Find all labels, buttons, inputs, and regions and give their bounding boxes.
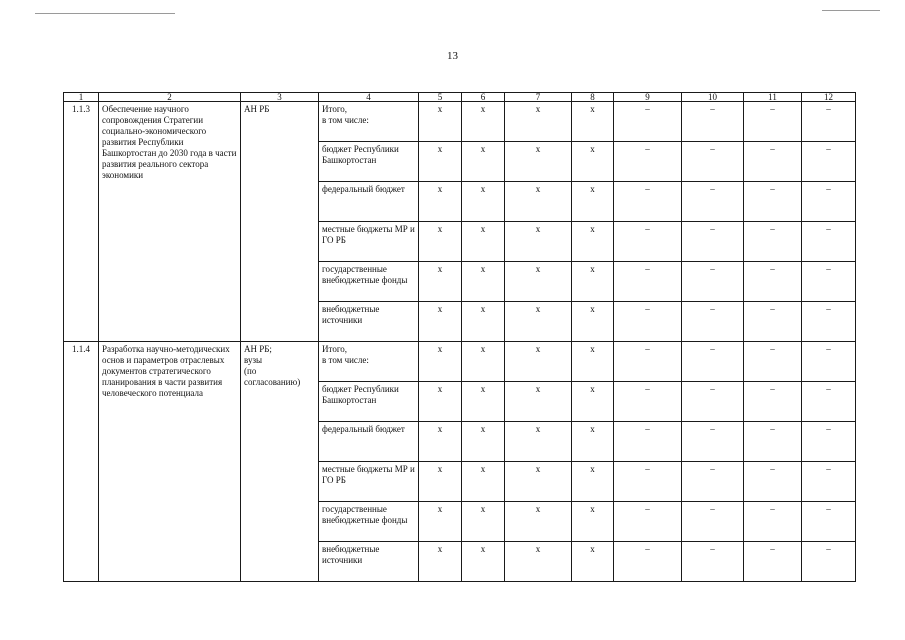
value-cell-dash: – [682,542,744,582]
value-cell-dash: – [614,222,682,262]
value-cell-dash: – [802,542,856,582]
value-cell-x: х [505,542,572,582]
funding-source: бюджет Республики Башкортостан [319,142,419,182]
table-row [64,342,856,382]
value-cell-x: х [572,222,614,262]
value-cell-dash: – [802,502,856,542]
table-body [64,93,856,582]
funding-source: внебюджетные источники [319,542,419,582]
value-cell-dash: – [744,102,802,142]
value-cell-x: х [419,382,462,422]
value-cell-x: х [505,302,572,342]
funding-source: бюджет Республики Башкортостан [319,382,419,422]
value-cell-dash: – [682,262,744,302]
value-cell-x: х [419,222,462,262]
value-cell-x: х [419,142,462,182]
column-number: 11 [744,93,802,102]
table-row [64,102,856,142]
funding-source: государственные внебюджетные фонды [319,502,419,542]
value-cell-dash: – [682,342,744,382]
funding-source: местные бюджеты МР и ГО РБ [319,462,419,502]
value-cell-dash: – [682,142,744,182]
value-cell-dash: – [614,502,682,542]
value-cell-x: х [419,342,462,382]
value-cell-dash: – [802,342,856,382]
program-table [63,92,856,582]
scan-artifact-top-right [822,10,880,11]
value-cell-dash: – [802,222,856,262]
value-cell-dash: – [744,502,802,542]
value-cell-x: х [419,542,462,582]
column-number: 8 [572,93,614,102]
value-cell-x: х [505,262,572,302]
value-cell-x: х [462,542,505,582]
value-cell-x: х [572,542,614,582]
value-cell-x: х [462,422,505,462]
funding-source: местные бюджеты МР и ГО РБ [319,222,419,262]
value-cell-dash: – [614,542,682,582]
column-number: 3 [241,93,319,102]
value-cell-dash: – [682,382,744,422]
value-cell-dash: – [744,382,802,422]
value-cell-dash: – [744,142,802,182]
value-cell-dash: – [802,302,856,342]
value-cell-x: х [572,382,614,422]
value-cell-x: х [505,462,572,502]
value-cell-dash: – [614,302,682,342]
measure-number: 1.1.4 [64,342,99,582]
value-cell-x: х [462,302,505,342]
value-cell-x: х [572,182,614,222]
funding-source: федеральный бюджет [319,182,419,222]
value-cell-x: х [462,102,505,142]
value-cell-dash: – [802,262,856,302]
column-number: 5 [419,93,462,102]
value-cell-x: х [419,422,462,462]
value-cell-dash: – [614,102,682,142]
value-cell-dash: – [614,382,682,422]
column-number-row [64,93,856,102]
value-cell-dash: – [682,182,744,222]
column-number: 1 [64,93,99,102]
value-cell-x: х [462,342,505,382]
page-number: 13 [447,50,458,62]
value-cell-x: х [462,222,505,262]
value-cell-x: х [572,102,614,142]
value-cell-dash: – [682,302,744,342]
value-cell-x: х [505,222,572,262]
value-cell-x: х [572,142,614,182]
value-cell-x: х [505,142,572,182]
funding-source: внебюджетные источники [319,302,419,342]
value-cell-dash: – [682,422,744,462]
value-cell-x: х [505,422,572,462]
value-cell-x: х [462,142,505,182]
value-cell-dash: – [614,422,682,462]
value-cell-x: х [572,342,614,382]
value-cell-dash: – [614,262,682,302]
value-cell-dash: – [744,182,802,222]
value-cell-x: х [419,182,462,222]
value-cell-dash: – [744,262,802,302]
value-cell-dash: – [744,422,802,462]
value-cell-x: х [419,102,462,142]
value-cell-dash: – [802,102,856,142]
value-cell-dash: – [682,102,744,142]
measure-number: 1.1.3 [64,102,99,342]
value-cell-dash: – [802,182,856,222]
value-cell-dash: – [614,462,682,502]
measure-name: Обеспечение научного сопровождения Стратегии социально-экономического развития Республики Башкортостан до 2030 года в части развития реального сектора экономики [99,102,241,342]
value-cell-x: х [505,382,572,422]
value-cell-x: х [505,342,572,382]
value-cell-x: х [572,462,614,502]
value-cell-x: х [462,382,505,422]
value-cell-dash: – [614,142,682,182]
measure-name: Разработка научно-методических основ и параметров отраслевых документов стратегического планирования в части развития человеческого потенциала [99,342,241,582]
value-cell-x: х [572,422,614,462]
value-cell-dash: – [802,382,856,422]
value-cell-dash: – [744,302,802,342]
value-cell-x: х [462,262,505,302]
value-cell-x: х [419,502,462,542]
funding-source: государственные внебюджетные фонды [319,262,419,302]
column-number: 4 [319,93,419,102]
value-cell-x: х [572,302,614,342]
funding-source: Итого, в том числе: [319,342,419,382]
value-cell-dash: – [614,182,682,222]
value-cell-dash: – [614,342,682,382]
value-cell-dash: – [744,342,802,382]
funding-source: Итого, в том числе: [319,102,419,142]
value-cell-dash: – [802,462,856,502]
value-cell-x: х [462,502,505,542]
column-number: 12 [802,93,856,102]
value-cell-x: х [505,182,572,222]
value-cell-x: х [505,102,572,142]
value-cell-dash: – [802,422,856,462]
value-cell-x: х [505,502,572,542]
column-number: 7 [505,93,572,102]
value-cell-x: х [419,262,462,302]
value-cell-x: х [419,302,462,342]
measure-executor: АН РБ [241,102,319,342]
column-number: 10 [682,93,744,102]
value-cell-x: х [419,462,462,502]
funding-source: федеральный бюджет [319,422,419,462]
column-number: 9 [614,93,682,102]
value-cell-dash: – [744,462,802,502]
value-cell-dash: – [682,502,744,542]
value-cell-x: х [462,462,505,502]
column-number: 6 [462,93,505,102]
value-cell-dash: – [682,462,744,502]
value-cell-dash: – [802,142,856,182]
measure-executor: АН РБ; вузы (по согласованию) [241,342,319,582]
column-number: 2 [99,93,241,102]
value-cell-x: х [572,502,614,542]
value-cell-dash: – [744,542,802,582]
value-cell-dash: – [682,222,744,262]
value-cell-dash: – [744,222,802,262]
value-cell-x: х [462,182,505,222]
scan-artifact-top-left [35,13,175,14]
value-cell-x: х [572,262,614,302]
